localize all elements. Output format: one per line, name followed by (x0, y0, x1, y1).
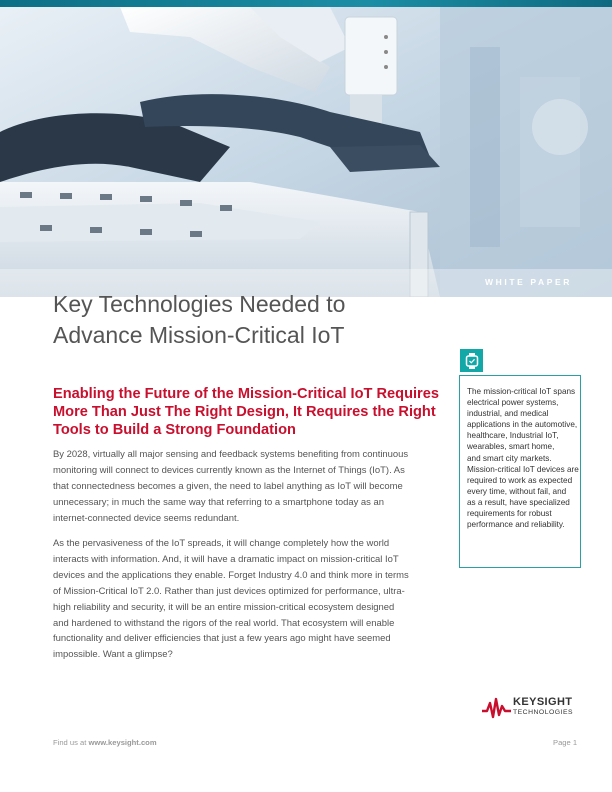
sidebar-callout-text (467, 386, 579, 530)
body-text (53, 447, 433, 673)
sidebar-line: performance and reliability. (467, 520, 565, 530)
paragraph-line: unnecessary; in much the same way that referring to a smartphone today as an (53, 496, 385, 508)
smartwatch-icon (460, 349, 483, 372)
sidebar-line: applications in the automotive, (467, 420, 578, 430)
page-number: Page 1 (553, 738, 578, 747)
sidebar-line: required to work as expected (467, 475, 573, 485)
paragraph-line: By 2028, virtually all major sensing and feedback systems benefiting from continuous (53, 449, 409, 460)
keysight-wave-icon (482, 697, 512, 719)
paragraph-2 (53, 536, 433, 663)
paragraph-line: As the pervasiveness of the IoT spreads, it will change completely how the world (53, 538, 390, 550)
paragraph-line: functionality and deliver efficiencies that just a few years ago might have seemed (53, 633, 391, 645)
title-line: Advance Mission-Critical IoT (53, 322, 345, 348)
title-line: Key Technologies Needed to (53, 291, 346, 317)
document-type-label: WHITE PAPER (485, 277, 573, 287)
robot-assembly-illustration (0, 7, 612, 297)
subtitle-line: Tools to Build a Strong Foundation (53, 422, 296, 438)
sidebar-line: as a result, have specialized (467, 497, 570, 507)
keysight-logo (482, 695, 582, 725)
logo-subtitle: TECHNOLOGIES (513, 709, 574, 716)
footer-prefix: Find us at (53, 738, 87, 747)
sidebar-line: and smart city markets. (467, 453, 552, 463)
paragraph-line: internet-connected device seems redundant. (53, 512, 240, 524)
paragraph-line: high reliability and security, it will be an entire mission-critical ecosystem designed (53, 601, 395, 613)
sidebar-line: requirements for robust (467, 509, 552, 519)
paragraph-line: and hardened to withstand the rigors of the real world. That ecosystem will enable (53, 617, 395, 629)
sidebar-line: electrical power systems, (467, 398, 559, 408)
sidebar-line: healthcare, Industrial IoT, (467, 431, 559, 441)
sidebar-line: wearables, smart home, (467, 442, 555, 452)
footer-url-link[interactable]: www.keysight.com (88, 738, 157, 747)
sidebar-line: industrial, and medical (467, 409, 549, 419)
subtitle-heading (53, 385, 439, 439)
paragraph-1 (53, 447, 433, 527)
paragraph-line: devices and the applications they enable. Forget Industry 4.0 and think more in terms (53, 569, 409, 581)
paragraph-line: of Mission-Critical IoT 2.0. Rather than just devices optimized for performance, ultra- (53, 585, 405, 597)
sidebar-line: Mission-critical IoT devices are (467, 464, 579, 474)
subtitle-line: More Than Just The Right Design, It Requires the Right (53, 404, 436, 420)
paragraph-line: impossible. Want a glimpse? (53, 649, 173, 661)
page-title (53, 289, 453, 351)
top-accent-bar (0, 0, 612, 7)
paragraph-line: monitoring will connect to devices currently known as the Internet of Things (IoT). As (53, 464, 405, 476)
paragraph-line: that connectedness becomes a given, the need to label anything as IoT will become (53, 480, 403, 492)
sidebar-line: The mission-critical IoT spans (467, 387, 576, 396)
hero-image (0, 7, 612, 297)
logo-name: KEYSIGHT (513, 696, 573, 708)
sidebar-line: every time, without fail, and (467, 486, 567, 496)
footer-website (53, 738, 157, 747)
subtitle-line: Enabling the Future of the Mission-Critical IoT Requires (53, 386, 439, 402)
paragraph-line: interacts with information. And, it will have a dramatic impact on mission-critical IoT (53, 553, 399, 565)
